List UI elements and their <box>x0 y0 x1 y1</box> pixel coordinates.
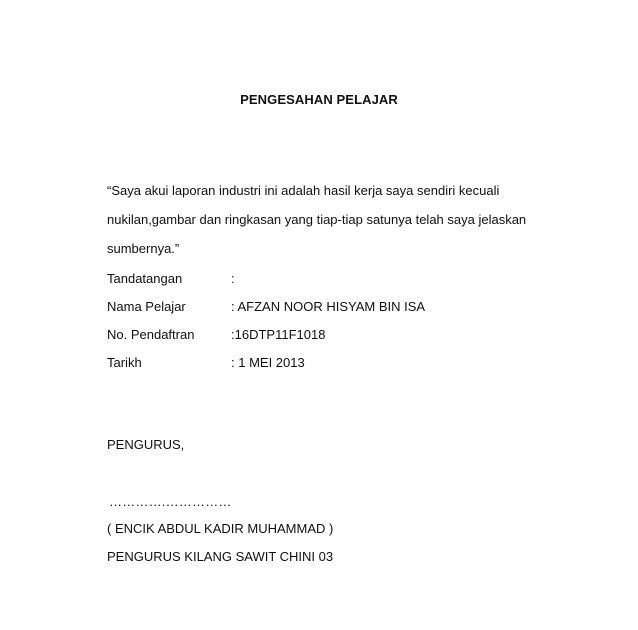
field-student-name <box>107 299 425 314</box>
signature-line: ………….…………… <box>109 494 232 509</box>
declaration-line: nukilan,gambar dan ringkasan yang tiap-tiap satunya telah saya jelaskan <box>107 212 527 227</box>
field-date <box>107 355 305 370</box>
page-title: PENGESAHAN PELAJAR <box>240 92 398 107</box>
declaration-paragraph <box>107 176 537 263</box>
field-label: Tarikh <box>107 355 142 370</box>
field-value: : AFZAN NOOR HISYAM BIN ISA <box>231 299 426 314</box>
declaration-line: “Saya akui laporan industri ini adalah hasil kerja saya sendiri kecuali <box>107 183 500 198</box>
field-label: Tandatangan <box>107 271 183 286</box>
field-label: No. Pendaftran <box>107 327 195 342</box>
field-label: Nama Pelajar <box>107 299 186 314</box>
field-registration-number <box>107 327 325 342</box>
supervisor-heading: PENGURUS, <box>107 437 185 452</box>
field-value: :16DTP11F1018 <box>231 327 326 342</box>
supervisor-position: PENGURUS KILANG SAWIT CHINI 03 <box>107 549 334 564</box>
supervisor-name: ( ENCIK ABDUL KADIR MUHAMMAD ) <box>107 521 334 536</box>
declaration-line: sumbernya.” <box>107 241 180 256</box>
field-signature <box>107 271 235 286</box>
field-value: : <box>231 271 235 286</box>
field-value: : 1 MEI 2013 <box>231 355 305 370</box>
